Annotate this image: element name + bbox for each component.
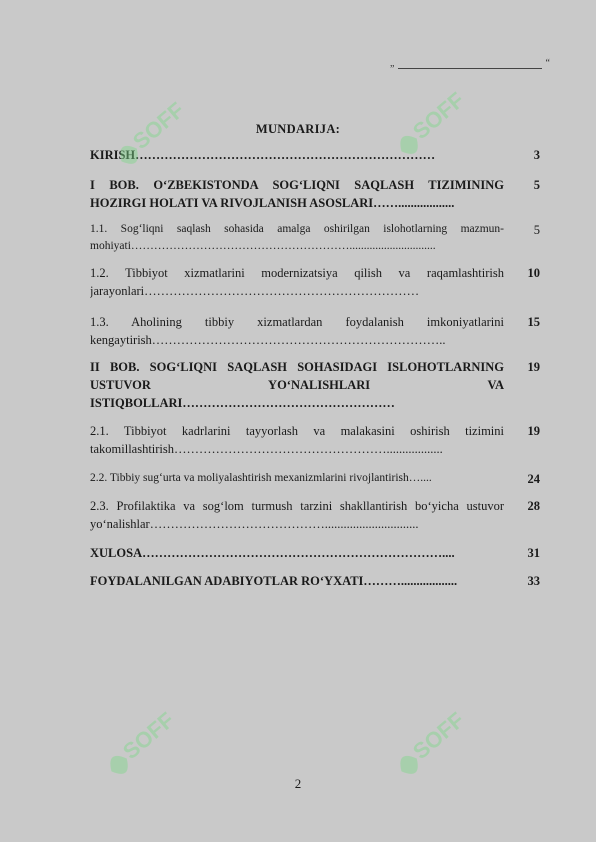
svg-text:SOFF: SOFF — [117, 707, 179, 765]
toc-entry-page: 10 — [527, 266, 540, 280]
toc-entry-text: 1.1. Sog‘liqni saqlash sohasida amalga oshirilgan islohotlarning mazmun-mohiyati………………………………………………….............................. — [90, 223, 504, 252]
toc-entry-page: 19 — [527, 360, 540, 374]
toc-title: MUNDARIJA: — [255, 122, 341, 136]
toc-entry-page: 19 — [527, 424, 540, 438]
svg-text:SOFF: SOFF — [407, 87, 469, 145]
signature-line — [390, 58, 550, 72]
toc-entry-text: II BOB. SOG‘LIQNI SAQLASH SOHASIDAGI ISLOHOTLARNING USTUVOR YO‘NALISHLARI VA ISTIQBOLLARI…………………………………………… — [90, 360, 504, 410]
toc-entry-page: 5 — [533, 223, 540, 237]
svg-text:SOFF: SOFF — [407, 707, 469, 765]
toc-entry-text: 2.3. Profilaktika va sog‘lom turmush tarzini shakllantirish bo‘yicha ustuvor yo‘nalishlar…………………………………….............................. — [90, 499, 504, 531]
toc-entry-text: FOYDALANILGAN ADABIYOTLAR RO‘YXATI……….................. — [90, 574, 458, 588]
toc-entry-page: 28 — [527, 499, 540, 513]
toc-entry-text: I BOB. O‘ZBEKISTONDA SOG‘LIQNI SAQLASH TIZIMINING HOZIRGI HOLATI VA RIVOJLANISH ASOSLARI…….................. — [90, 178, 504, 210]
toc-entry-text: XULOSA……………………………………………………………….... — [90, 546, 455, 560]
page-number: 2 — [294, 776, 302, 791]
toc-entry-text: KIRISH……………………………………………………………… — [90, 148, 436, 162]
toc-entry-page: 31 — [527, 546, 540, 560]
toc-entry-text: 2.1. Tibbiyot kadrlarini tayyorlash va malakasini oshirish tizimini takomillashtirish…………………………………………….................. — [90, 424, 504, 456]
toc-entry-page: 24 — [527, 472, 540, 486]
blank-line — [398, 68, 542, 69]
toc-entry-page: 5 — [533, 178, 540, 192]
toc-entry-text: 2.2. Tibbiy sug‘urta va moliyalashtirish mexanizmlarini rivojlantirish….... — [90, 472, 432, 484]
toc-entry-page: 15 — [527, 315, 540, 329]
toc-entry-text: 1.3. Aholining tibbiy xizmatlardan foydalanish imkoniyatlarini kengaytirish…………………………………………………………….. — [90, 315, 504, 347]
toc-entry-page: 3 — [533, 148, 540, 162]
toc-entry-page: 33 — [527, 574, 540, 588]
toc-entry-text: 1.2. Tibbiyot xizmatlarini modernizatsiya qilish va raqamlashtirish jarayonlari………………………………………………………… — [90, 266, 504, 298]
closing-quote: “ — [545, 58, 550, 69]
svg-text:SOFF: SOFF — [127, 97, 189, 155]
opening-quote: „ — [390, 58, 395, 69]
